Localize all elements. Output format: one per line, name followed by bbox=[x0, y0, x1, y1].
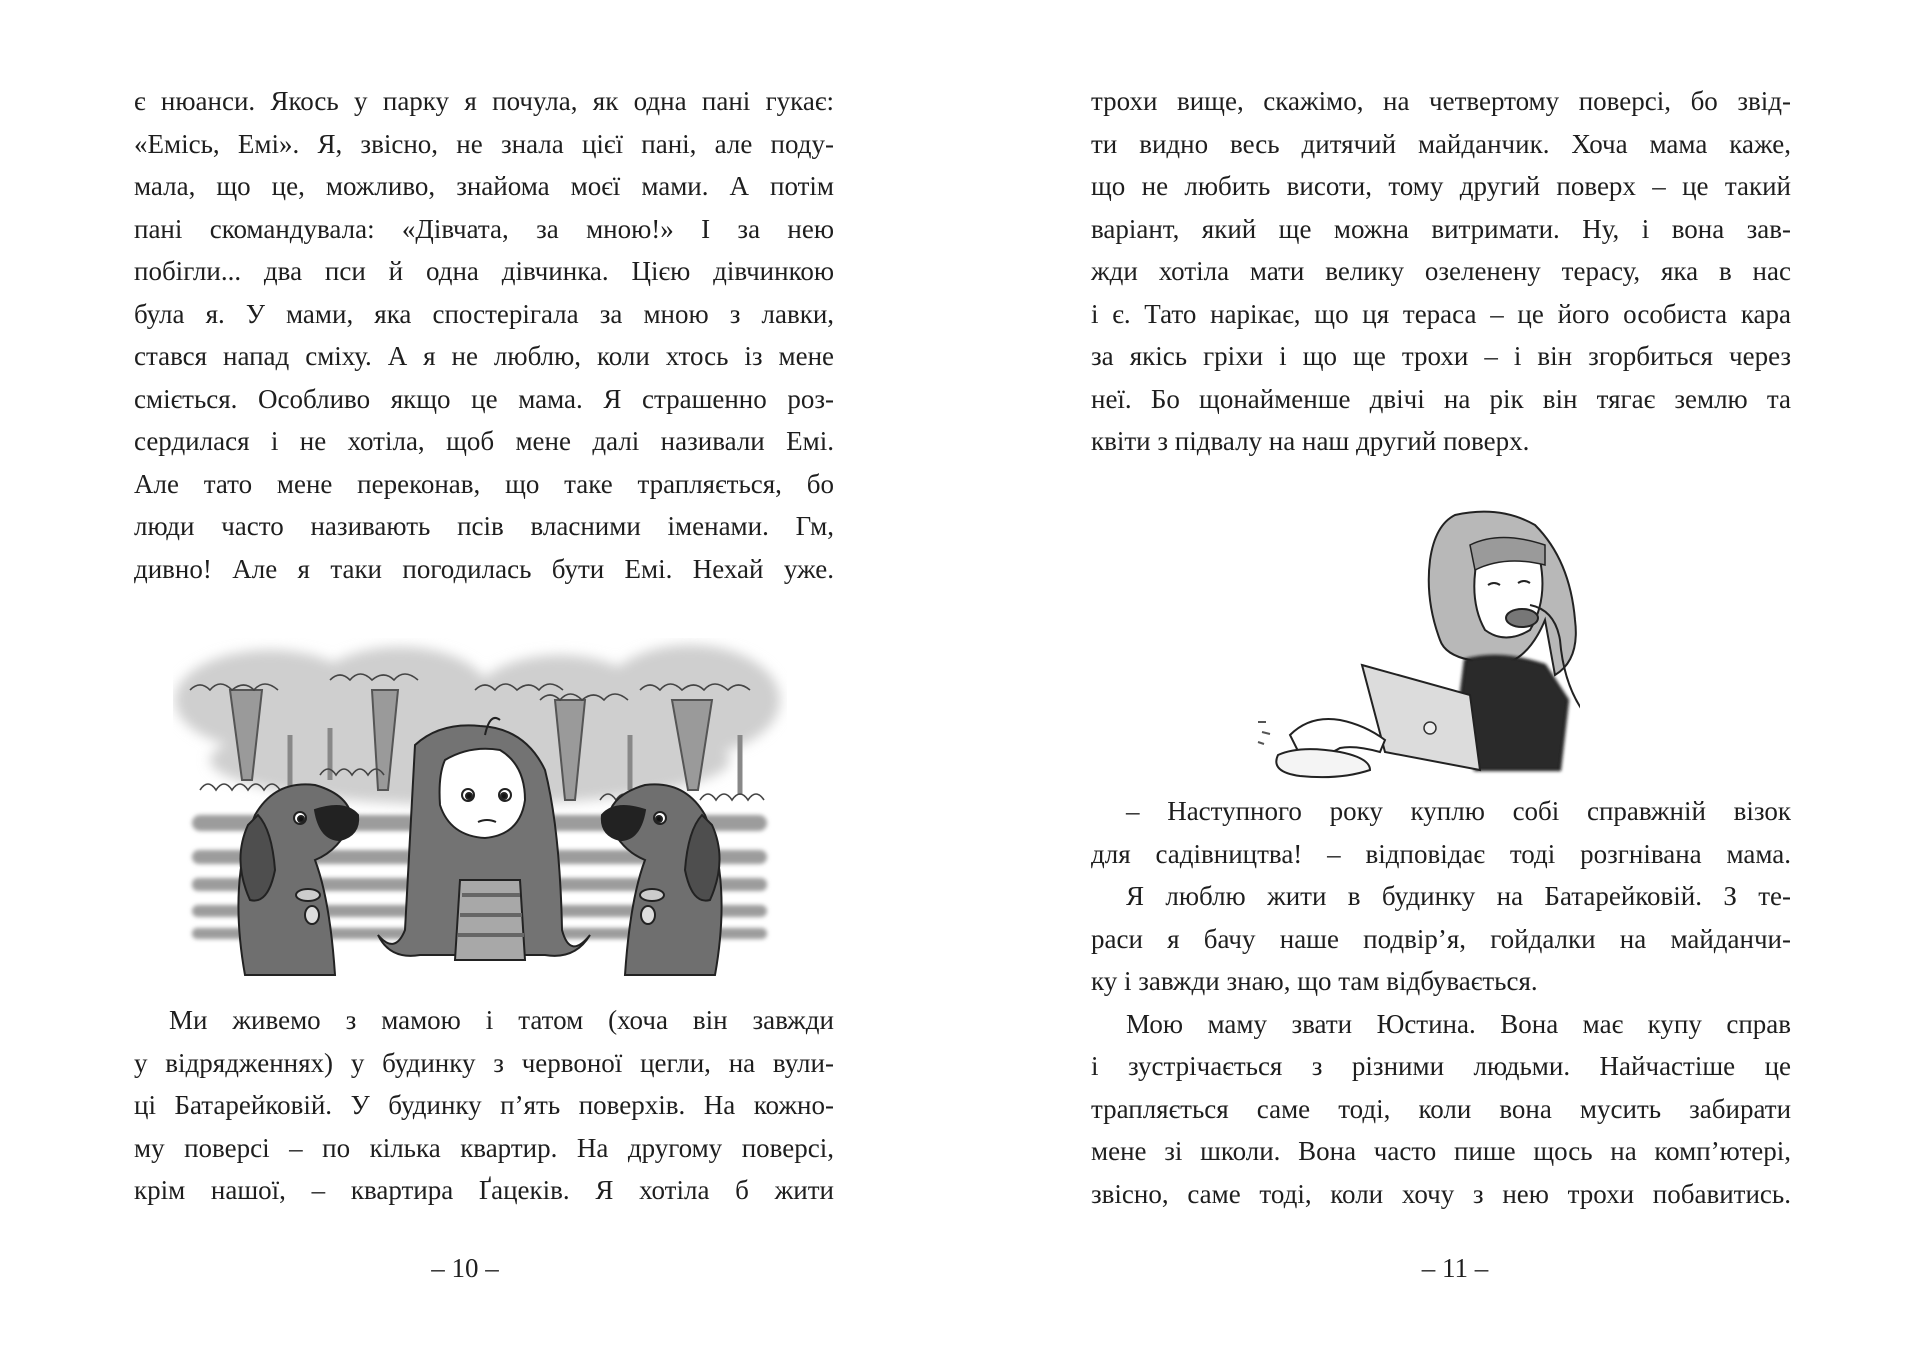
text-line: Мою маму звати Юстина. Вона має купу справ bbox=[1126, 1008, 1792, 1039]
woman-at-laptop-image bbox=[1250, 508, 1580, 784]
text-line: сміється. Особливо якщо це мама. Я страшенно роз- bbox=[134, 383, 835, 414]
text-line: стався напад сміху. А я не люблю, коли хтось із мене bbox=[134, 341, 835, 371]
text-line: жди хотіла мати велику озеленену терасу, яка в нас bbox=[1091, 256, 1791, 286]
text-line: ку і завжди знаю, що там відбувається. bbox=[1091, 966, 1538, 996]
girl-with-dogs-image bbox=[173, 638, 787, 996]
text-line: побігли... два пси й одна дівчинка. Цією дівчинкою bbox=[134, 256, 834, 286]
text-line: мала, що це, можливо, знайома моєї мами. А потім bbox=[134, 171, 835, 201]
page-number-right: – 11 – bbox=[1421, 1253, 1489, 1283]
text-line: дивно! Але я таки погодилась бути Емі. Нехай уже. bbox=[134, 553, 834, 584]
text-line: квіти з підвалу на наш другий поверх. bbox=[1091, 426, 1530, 456]
text-line: була я. У мами, яка спостерігала за мною з лавки, bbox=[134, 298, 835, 329]
text-line: варіант, який ще можна витримати. Ну, і вона зав- bbox=[1091, 213, 1792, 244]
text-line: мене зі школи. Вона часто пише щось на комп’ютері, bbox=[1091, 1136, 1792, 1166]
text-line: звісно, саме тоді, коли хочу з нею трохи побавитись. bbox=[1091, 1178, 1791, 1209]
text-line: сердилася і не хотіла, щоб мене далі називали Емі. bbox=[134, 426, 834, 456]
text-line: «Емісь, Емі». Я, звісно, не знала цієї пані, але поду- bbox=[134, 128, 834, 159]
text-line: люди часто називають псів власними іменами. Гм, bbox=[134, 511, 835, 541]
text-line: неї. Бо щонайменше двічі на рік він тягає землю та bbox=[1091, 383, 1792, 414]
text-line: і є. Тато нарікає, що ця тераса – це його особиста кара bbox=[1091, 298, 1792, 329]
text-line: і зустрічається з різними людьми. Найчастіше це bbox=[1091, 1051, 1792, 1081]
text-line: у відрядженнях) у будинку з червоної цегли, на вули- bbox=[134, 1047, 834, 1078]
park-illustration bbox=[173, 638, 787, 996]
left-page-text-top bbox=[134, 80, 834, 590]
text-line: для садівництва! – відповідає тоді розгнівана мама. bbox=[1091, 838, 1792, 869]
text-line: крім нашої, – квартира Ґацеків. Я хотіла б жити bbox=[134, 1175, 834, 1205]
text-line: ці Батарейковій. У будинку п’ять поверхів. На кожно- bbox=[134, 1090, 834, 1120]
right-page-text-top bbox=[1091, 80, 1791, 463]
text-line: Але тато мене переконав, що таке трапляється, бо bbox=[134, 468, 834, 499]
text-line: ти видно весь дитячий майданчик. Хоча мама каже, bbox=[1091, 128, 1791, 159]
left-page-text-bottom bbox=[134, 999, 834, 1212]
text-line: раси я бачу наше подвір’я, гойдалки на майданчи- bbox=[1091, 923, 1791, 954]
text-line: Я люблю жити в будинку на Батарейковій. З те- bbox=[1126, 881, 1791, 911]
text-line: – Наступного року куплю собі справжній візок bbox=[1126, 796, 1792, 826]
text-line: є нюанси. Якось у парку я почула, як одна пані гукає: bbox=[134, 86, 834, 116]
right-page-text-bottom bbox=[1091, 790, 1791, 1215]
page-number-left: – 10 – bbox=[431, 1253, 499, 1283]
text-line: трапляється саме тоді, коли вона мусить забирати bbox=[1091, 1093, 1792, 1124]
text-line: пані скомандувала: «Дівчата, за мною!» І за нею bbox=[134, 213, 835, 244]
text-line: му поверсі – по кілька квартир. На другому поверсі, bbox=[134, 1132, 834, 1163]
right-page bbox=[960, 0, 1920, 1366]
text-line: за якісь гріхи і що ще трохи – і він згорбиться через bbox=[1091, 341, 1792, 371]
text-line: Ми живемо з мамою і татом (хоча він завжди bbox=[169, 1005, 834, 1035]
text-line: що не любить висоти, тому другий поверх – це такий bbox=[1091, 171, 1792, 201]
text-line: трохи вище, скажімо, на четвертому поверсі, бо звід- bbox=[1091, 86, 1792, 116]
woman-laptop-illustration bbox=[1250, 508, 1580, 784]
